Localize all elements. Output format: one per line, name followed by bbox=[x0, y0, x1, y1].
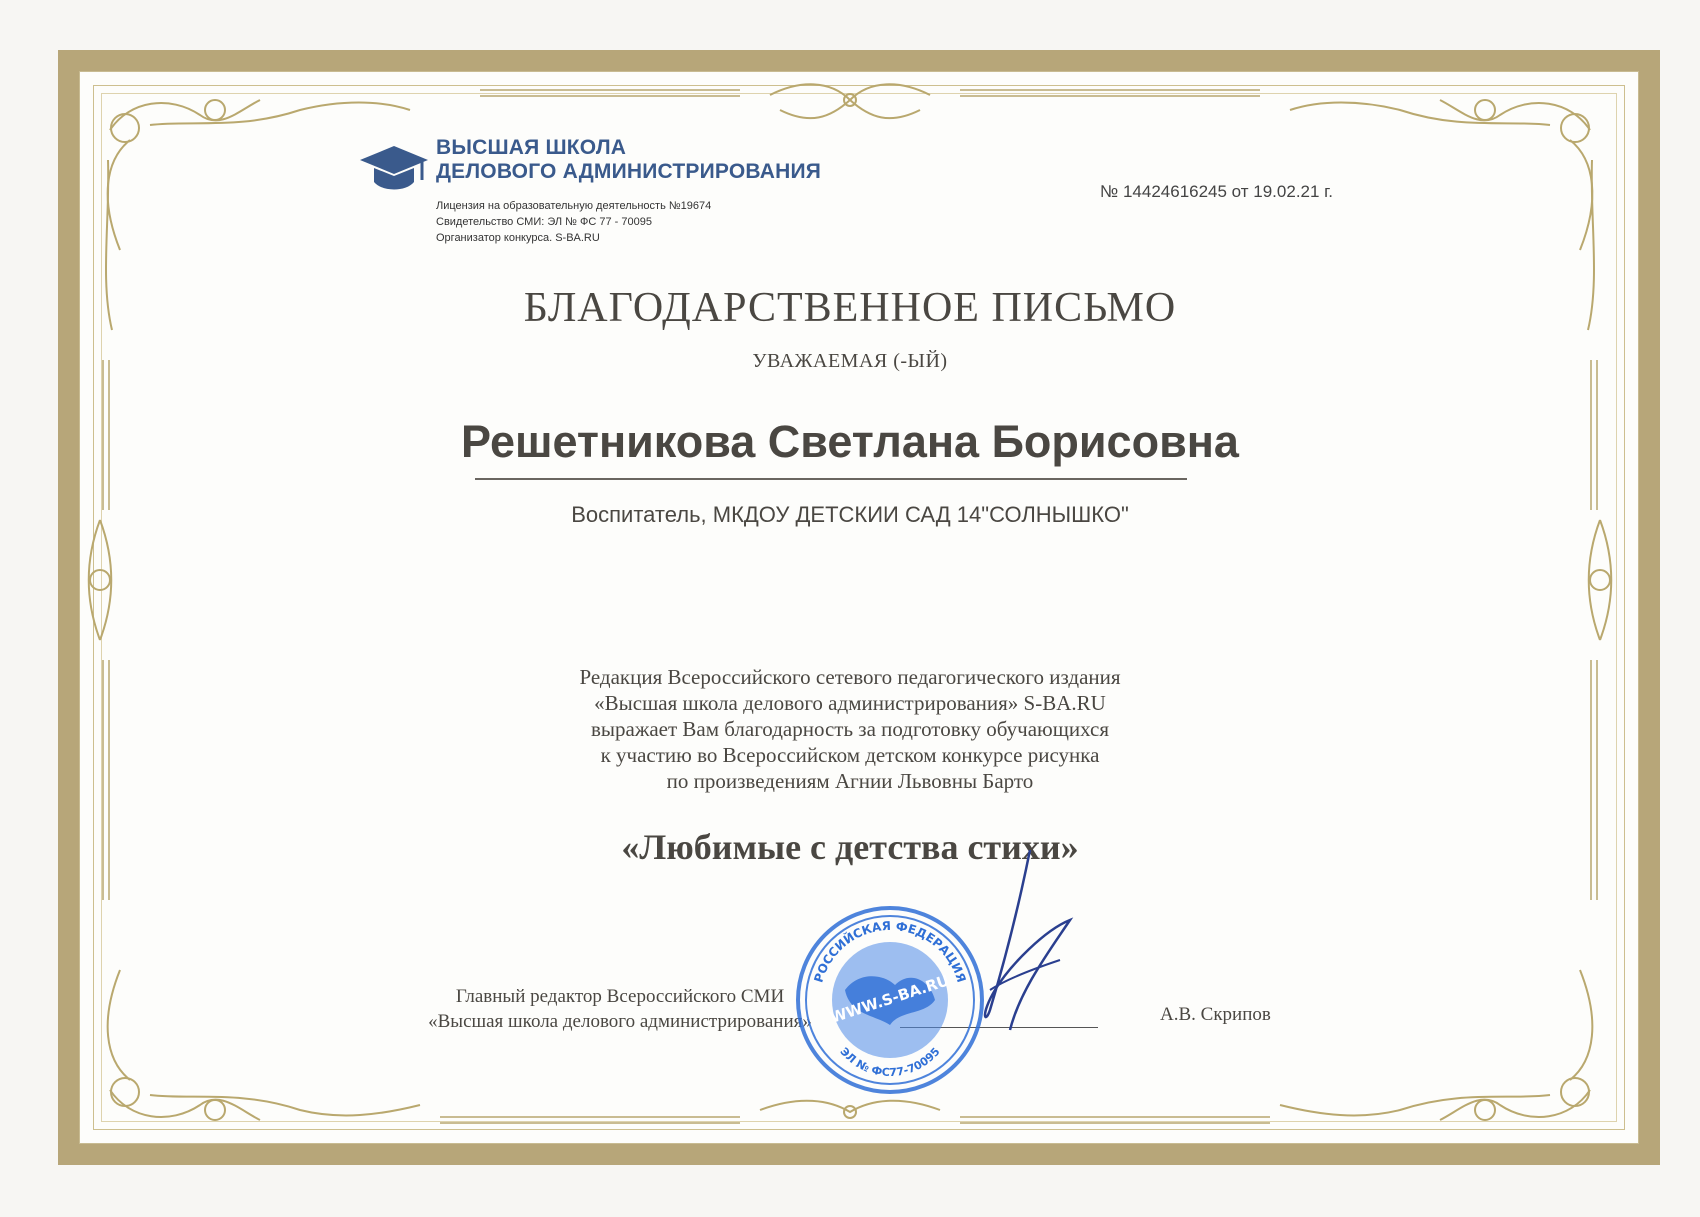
stamp-bottom-text: ЭЛ № ФС77-70095 bbox=[837, 1045, 943, 1080]
salutation: УВАЖАЕМАЯ (-ЫЙ) bbox=[752, 350, 948, 372]
body-line: по произведениям Агнии Львовны Барто bbox=[666, 769, 1034, 793]
media-certificate-text: Свидетельство СМИ: ЭЛ № ФС 77 - 70095 bbox=[436, 216, 652, 228]
graduation-cap-icon bbox=[358, 142, 430, 198]
license-text: Лицензия на образовательную деятельность №19674 bbox=[436, 200, 712, 212]
recipient-underline bbox=[475, 478, 1187, 480]
signatory-role: Главный редактор Всероссийского СМИ «Высшая школа делового администрирования» bbox=[428, 986, 812, 1032]
organization-name: ВЫСШАЯ ШКОЛА ДЕЛОВОГО АДМИНИСТРИРОВАНИЯ bbox=[436, 136, 822, 183]
document-number: № 14424616245 от 19.02.21 г. bbox=[1100, 182, 1334, 201]
stamp-ring-text: РОССИЙСКАЯ ФЕДЕРАЦИЯ bbox=[811, 918, 969, 985]
recipient-name: Решетникова Светлана Борисовна bbox=[461, 416, 1239, 467]
body-line: Редакция Всероссийского сетевого педагогического издания bbox=[579, 665, 1121, 689]
organization-details bbox=[436, 198, 856, 246]
contest-name: «Любимые с детства стихи» bbox=[621, 827, 1079, 867]
body-line: «Высшая школа делового администрирования» S-BA.RU bbox=[594, 691, 1106, 715]
body-line: к участию во Всероссийском детском конкурсе рисунка bbox=[600, 743, 1100, 767]
body-line: выражает Вам благодарность за подготовку обучающихся bbox=[590, 717, 1110, 741]
recipient-position: Воспитатель, МКДОУ ДЕТСКИИ САД 14"СОЛНЫШКО" bbox=[571, 502, 1129, 527]
handwritten-signature bbox=[950, 840, 1110, 1040]
body-text bbox=[0, 664, 1700, 794]
signatory-name: А.В. Скрипов bbox=[1160, 1004, 1271, 1025]
organizer-text: Организатор конкурса. S-BA.RU bbox=[436, 232, 600, 244]
document-title: БЛАГОДАРСТВЕННОЕ ПИСЬМО bbox=[523, 285, 1177, 331]
stamp-center-text: WWW.S-BA.RU bbox=[827, 971, 952, 1027]
